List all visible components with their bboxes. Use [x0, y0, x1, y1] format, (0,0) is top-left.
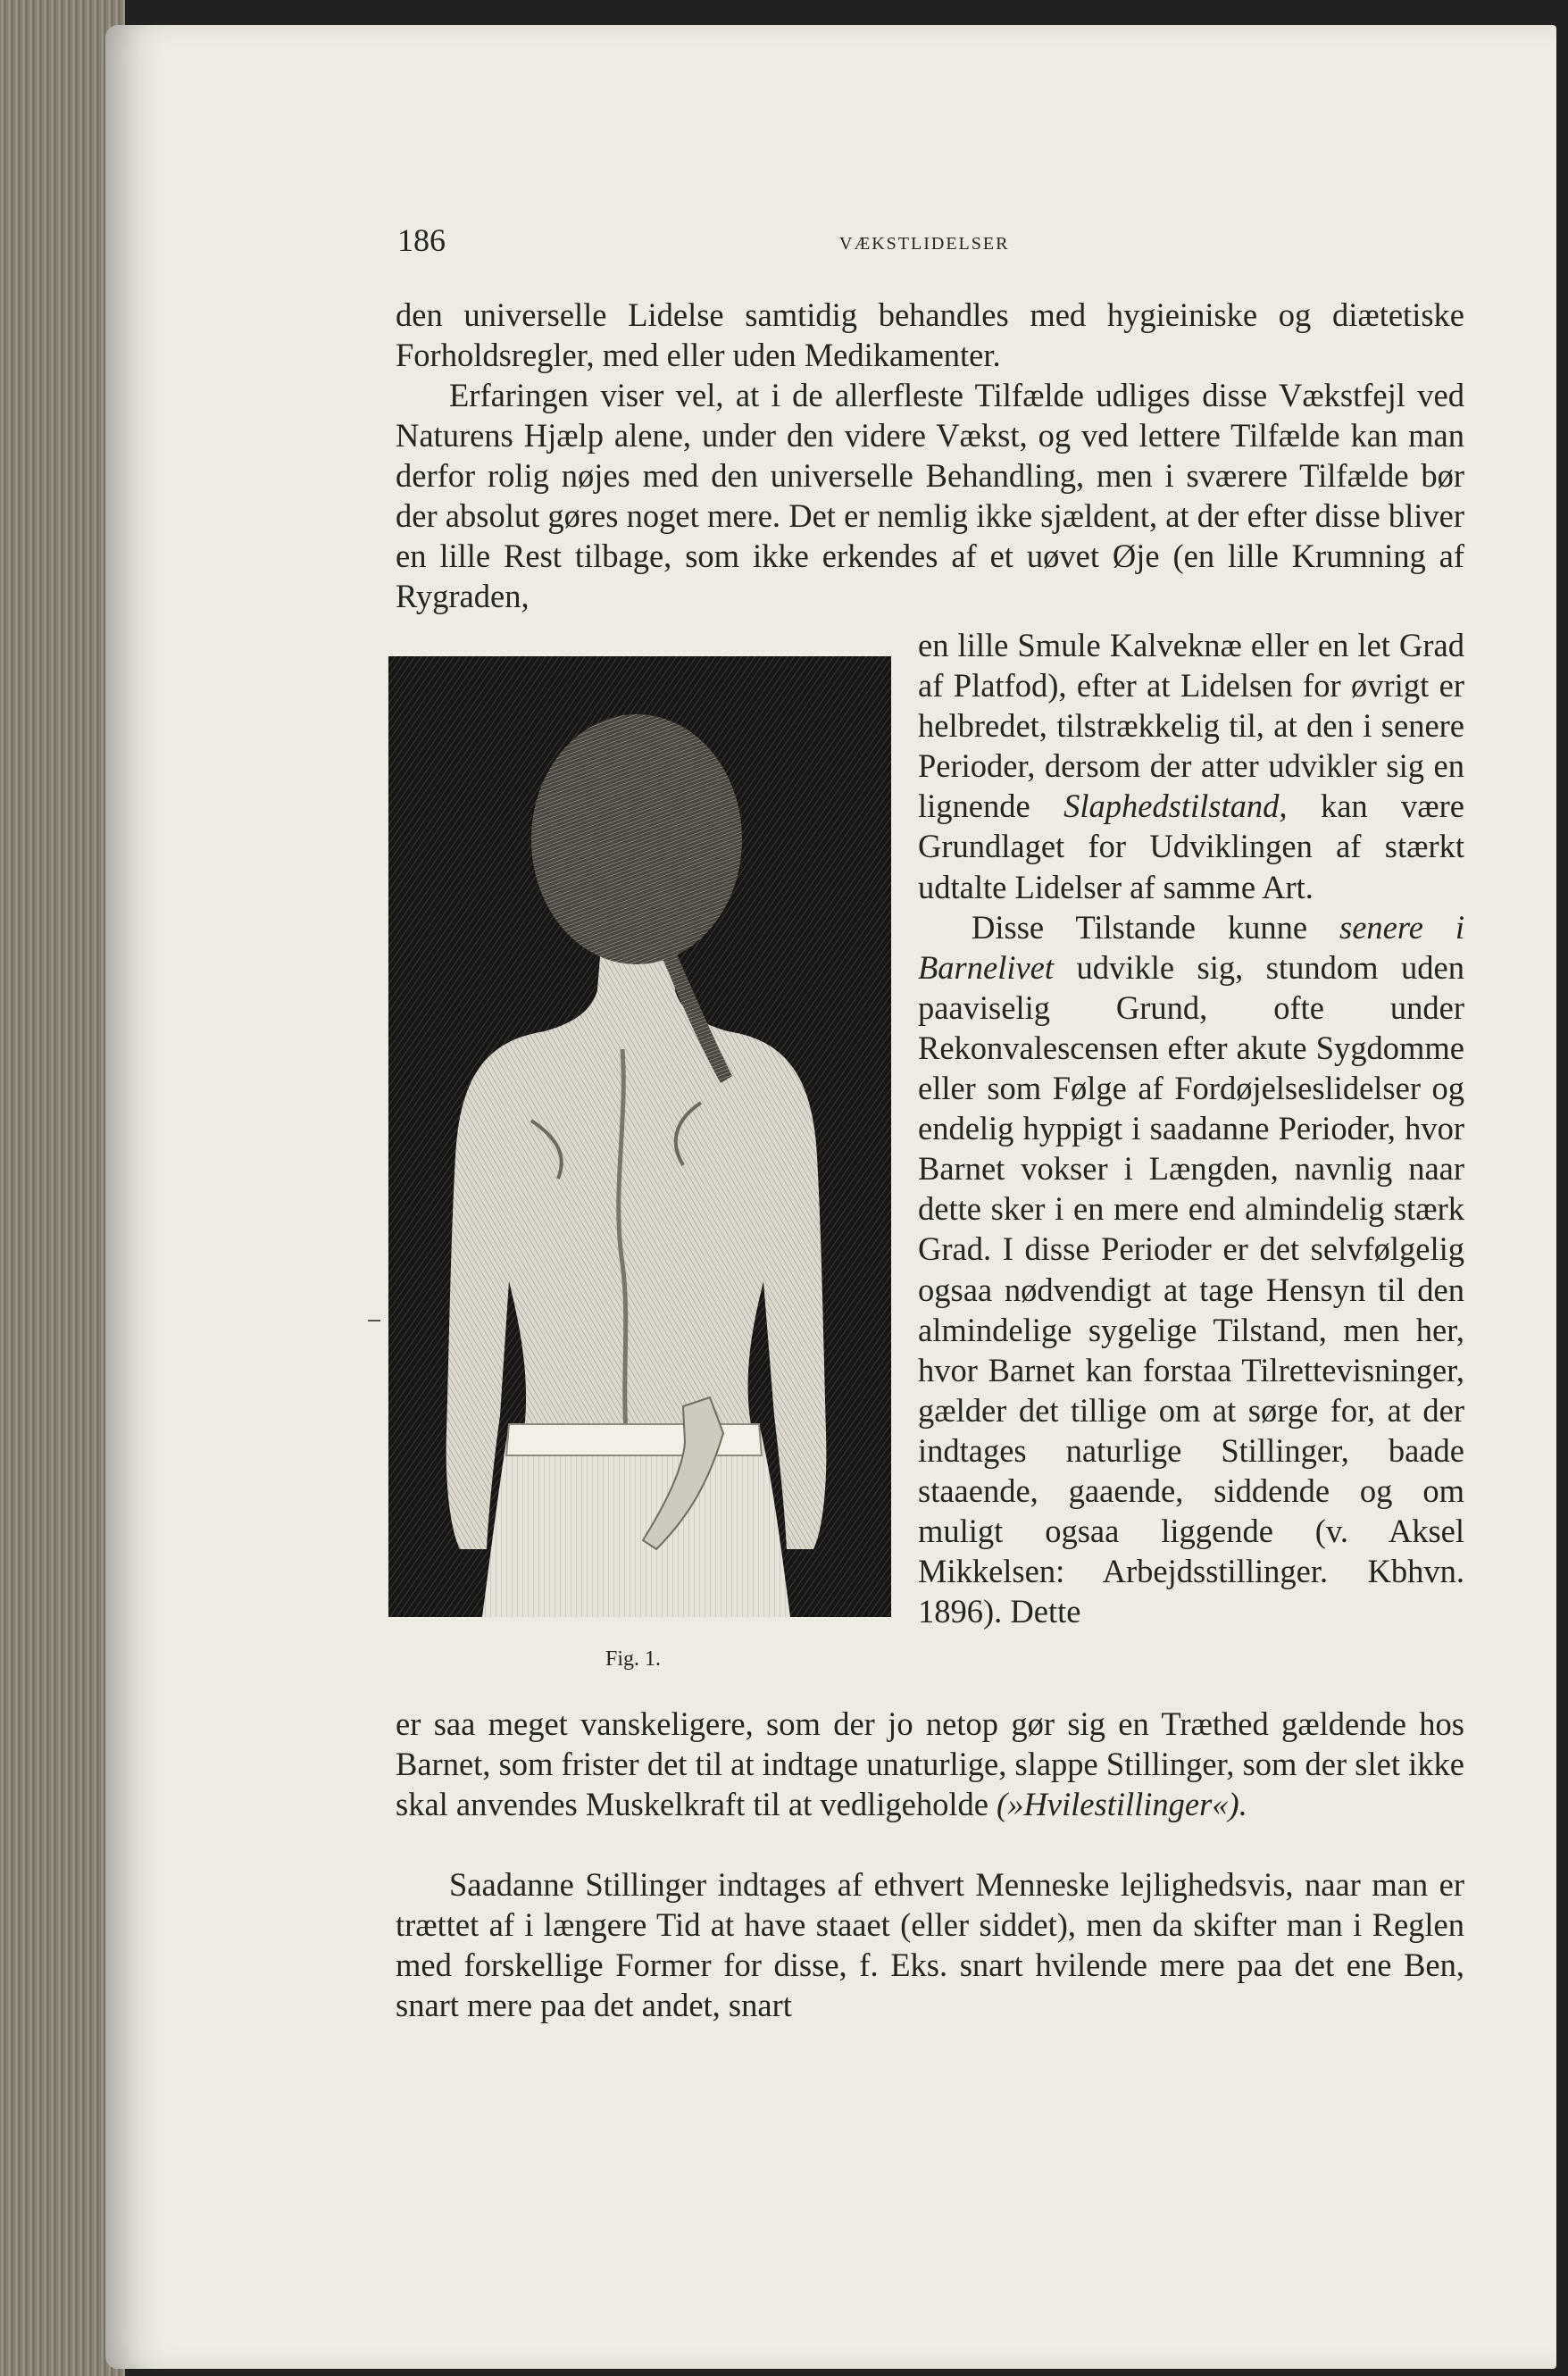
margin-mark — [368, 1320, 380, 1321]
italic-slaphedstilstand: Slaphedstilstand, — [1063, 788, 1288, 825]
continuation-text: er saa meget vanskeligere, som der jo netop gør sig en Træthed gældende hos Barnet, som frister det til at indtage unaturlige, slappe Stillinger, som der slet ikke skal anvendes Muskelkraft til at vedligeholde — [396, 1705, 1464, 1822]
paragraph-intro: den universelle Lidelse samtidig behandles med hygieiniske og diætetiske Forholdsregler, med eller uden Medikamenter. — [396, 296, 1464, 373]
italic-hvilestillinger: (»Hvilestillinger«). — [997, 1786, 1247, 1822]
wrap-text-3: Disse Tilstande kunne — [972, 908, 1340, 946]
wrap-text-1: en lille Smule Kalveknæ eller en let Grad af Platfod), efter at Lidelsen for øvrigt er helbredet, tilstrækkelig til, at den i senere Perioder, dersom der atter udvikler sig en lignende — [918, 627, 1464, 825]
wrap-text-2: kan være Grundlaget for Udviklingen af stærkt udtalte Lidelser af samme Art. — [918, 788, 1464, 905]
paragraph-wrap-column — [918, 625, 1464, 1631]
paragraph-erfaringen: Erfaringen viser vel, at i de allerfleste Tilfælde udliges disse Vækstfejl ved Naturens Hjælp alene, under den videre Vækst, og ved lettere Tilfælde kan man derfor rolig nøjes med den universelle Behandling, men i sværere Tilfælde bør der absolut gøres noget mere. Det er nemlig ikke sjældent, at der efter disse bliver en lille Rest tilbage, som ikke erkendes af et uøvet Øje (en lille Krumning af Rygraden, — [396, 377, 1464, 614]
paragraph-saadanne: Saadanne Stillinger indtages af ethvert Menneske lejlighedsvis, naar man er trættet af i længere Tid at have staaet (eller siddet), men da skifter man i Reglen med forskellige Former for disse, f. Eks. snart hvilende mere paa det ene Ben, snart mere paa det andet, snart — [396, 1866, 1464, 2023]
wrap-text-4: udvikle sig, stundom uden paaviselig Grund, ofte under Rekonvalescensen efter akute Sygdomme eller som Følge af Fordøjelseslidelser og endelig hyppigt i saadanne Perioder, hvor Barnet vokser i Længden, navnlig naar dette sker i en mere end almindelig stærk Grad. I disse Perioder er det selvfølgelig ogsaa nødvendigt at tage Hensyn til den almindelige sygelige Tilstand, men her, hvor Barnet kan forstaa Tilrettevisninger, gælder det tillige om at sørge for, at der indtages naturlige Stillinger, baade staaende, gaaende, siddende og om muligt ogsaa liggende (v. Aksel Mikkelsen: Arbejdsstillinger. Kbhvn. 1896). Dette — [918, 948, 1464, 1630]
italic-senere-barnelivet: senere i Barnelivet — [918, 908, 1464, 986]
running-title: VÆKSTLIDELSER — [839, 234, 1010, 254]
figure-engraving-child-back — [388, 656, 891, 1617]
paragraph-continuation — [396, 1704, 1464, 1824]
page-number: 186 — [397, 222, 446, 258]
figure-caption: Fig. 1. — [605, 1647, 662, 1671]
